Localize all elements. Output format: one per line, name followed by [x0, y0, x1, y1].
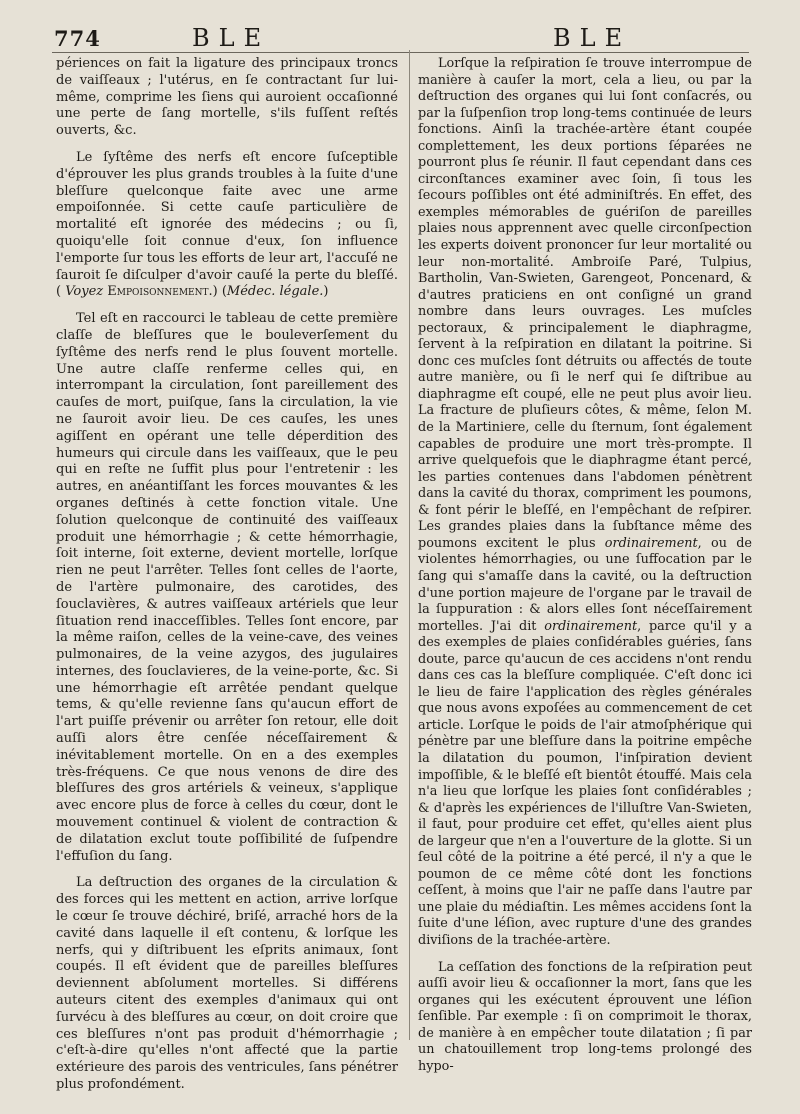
left-column — [56, 56, 398, 1094]
paragraph-text: , ou de violentes hémorrhagies, ou une ſuffocation par le ſang qui s'amaſſe dans la cavité, ou la deſtruction d'une portion majeure de l'organe par le travail de la ſuppuration : & alors elles ſont néceſſairement mortelles. J'ai dit — [418, 535, 752, 634]
page-number: 774 — [54, 26, 101, 51]
cross-reference-target: Empoisonnement. — [107, 284, 213, 300]
cross-reference-voyez: Voyez — [65, 284, 104, 300]
subject-tag: Médec. légale. — [226, 284, 324, 300]
running-head-left: BLE — [192, 24, 271, 52]
paragraph-text: Lorſque la reſpiration ſe trouve interrompue de manière à cauſer la mort, cela a lieu, ou par la deſtruction des organes qui lui ſont conſacrés, ou par la ſuſpenſion trop long-tems continuée de leurs fonctions. Ainſi la trachée-artère étant coupée complettement, les deux portions ſéparées ne pourront plus ſe réunir. Il faut cependant dans ces circonſtances examiner avec ſoin, ſi tous les ſecours poſſibles ont été adminiſtrés. En effet, des exemples mémorables de guériſon de pareilles plaies nous apprennent avec quelle circonſpection les experts doivent prononcer ſur leur mortalité ou leur non-mortalité. Ambroiſe Paré, Tulpius, Bartholin, Van-Swieten, Garengeot, Poncenard, & d'autres praticiens en ont conſigné un grand nombre dans leurs ouvrages. Les muſcles pectoraux, & principalement le diaphragme, ſervent à la reſpiration en dilatant la poitrine. Si donc ces muſcles ſont détruits ou affectés de toute autre manière, ou ſi le nerf qui ſe diſtribue au diaphragme eſt coupé, elle ne peut plus avoir lieu. La fracture de pluſieurs côtes, & même, ſelon M. de la Martiniere, celle du ſternum, ſont également capables de produire une mort très-prompte. Il arrive quelquefois que le diaphragme étant percé, les parties contenues dans l'abdomen pénètrent dans la cavité du thorax, compriment les poumons, & font périr le bleſſé, en l'empêchant de reſpirer. Les grandes plaies dans la ſubſtance même des poumons excitent le plus — [418, 56, 752, 551]
paragraph-text: , parce qu'il y a des exemples de plaies conſidérables guéries, ſans doute, parce qu'aucun de ces accidens n'ont rendu dans ces cas la bleſſure compliquée. C'eſt donc ici le lieu de faire l'application des règles générales que nous avons expoſées au commencement de cet article. Lorſque le poids de l'air atmoſphérique qui pénètre par une bleſſure dans la poitrine empêche la dilatation du poumon, l'inſpiration devient impoſſible, & le bleſſé eſt bientôt étouffé. Mais cela n'a lieu que lorſque les plaies ſont conſidérables ; & d'après les expériences de l'illuſtre Van-Swieten, il faut, pour produire cet effet, qu'elles aient plus de largeur que n'en a l'ouverture de la glotte. Si un ſeul côté de la poitrine a été percé, il n'y a que le poumon de ce même côté dont les fonctions ceſſent, à moins que l'air ne paſſe dans l'autre par une plaie du médiaſtin. Les mêmes accidens ſont la ſuite d'une léſion, avec rupture d'une des grandes diviſions de la trachée-artère. — [418, 618, 753, 948]
paragraph: La deſtruction des organes de la circulation & des forces qui les mettent en action, arrive lorſque le cœur ſe trouve déchiré, briſé, arraché hors de la cavité dans laquelle il eſt contenu, & lorſque les nerfs, qui y diſtribuent les eſprits animaux, ſont coupés. Il eſt évident que de pareilles bleſſures deviennent abſolument mortelles. Si différens auteurs citent des exemples d'animaux qui ont ſurvécu à des bleſſures au cœur, on doit croire que ces bleſſures n'ont pas produit d'hémorrhagie ; c'eſt-à-dire qu'elles n'ont affecté que la partie extérieure des parois des ventricules, ſans pénétrer plus profondément. — [56, 875, 398, 1093]
right-column — [418, 56, 752, 1075]
paragraph — [418, 56, 752, 950]
column-divider — [409, 50, 410, 1040]
paragraph-text: ) ( — [212, 284, 227, 300]
emphasis: ordinairement — [604, 535, 698, 551]
paragraph-text: Le ſyſtême des nerfs eſt encore ſuſceptible d'éprouver les plus grands troubles à la ſuite d'une bleſſure quelconque faite avec une arme empoiſonnée. Si cette cauſe particulière de mortalité eſt ignorée des médecins ; ou ſi, quoiqu'elle ſoit connue d'eux, ſon influence l'emporte ſur tous les efforts de leur art, l'accuſé ne ſauroit ſe diſculper d'avoir cauſé la perte du bleſſé. ( — [56, 149, 398, 300]
header-rule — [52, 52, 749, 53]
paragraph: La ceſſation des fonctions de la reſpiration peut auſſi avoir lieu & occaſionner la mort, ſans que les organes qui les exécutent éprouvent une léſion ſenſible. Par exemple : ſi on comprimoit le thorax, de manière à en empêcher toute dilatation ; ſi par un chatouillement trop long-tems prolongé des hypo- — [418, 959, 752, 1074]
running-head-right: BLE — [553, 24, 632, 52]
paragraph-text: ) — [323, 284, 329, 300]
paragraph: périences on fait la ligature des principaux troncs de vaiſſeaux ; l'utérus, en ſe contractant ſur lui-même, comprime les ſiens qui auroient occaſionné une perte de ſang mortelle, s'ils fuſſent reſtés ouverts, &c. — [56, 56, 398, 139]
paragraph: Tel eſt en raccourci le tableau de cette première claſſe de bleſſures que le bouleverſement du ſyſtême des nerfs rend le plus ſouvent mortelle. Une autre claſſe renferme celles qui, en interrompant la circulation, ſont pareillement des cauſes de mort, puiſque, ſans la circulation, la vie ne ſauroit avoir lieu. De ces cauſes, les unes agiſſent en opérant une telle déperdition des humeurs qui circule dans les vaiſſeaux, que le peu qui en reſte ne ſuffit plus pour l'entretenir : les autres, en anéantiſſant les forces mouvantes & les organes deſtinés à cette fonction vitale. Une ſolution quelconque de continuité des vaiſſeaux produit une hémorrhagie ; & cette hémorrhagie, ſoit interne, ſoit externe, devient mortelle, lorſque rien ne peut l'arrêter. Telles ſont celles de l'aorte, de l'artère pulmonaire, des carotides, des ſouclavières, & autres vaiſſeaux artériels que leur ſituation rend inacceſſibles. Telles ſont encore, par la même raiſon, celles de la veine-cave, des veines pulmonaires, de la veine azygos, des jugulaires internes, des ſouclavieres, de la veine-porte, &c. Si une hémorrhagie eſt arrêtée pendant quelque tems, & qu'elle revienne ſans qu'aucun effort de l'art puiſſe prévenir ou arrêter ſon retour, elle doit auſſi alors être cenſée néceſſairement & inévitablement mortelle. On en a des exemples très-fréquens. Ce que nous venons de dire des bleſſures des gros artériels & veineux, s'applique avec encore plus de force à celles du cœur, dont le mouvement continuel & violent de contraction & de dilatation exclut toute poſſibilité de ſuſpendre l'effuſion du ſang. — [56, 311, 398, 864]
emphasis: ordinairement — [544, 618, 638, 634]
paragraph — [56, 150, 398, 301]
